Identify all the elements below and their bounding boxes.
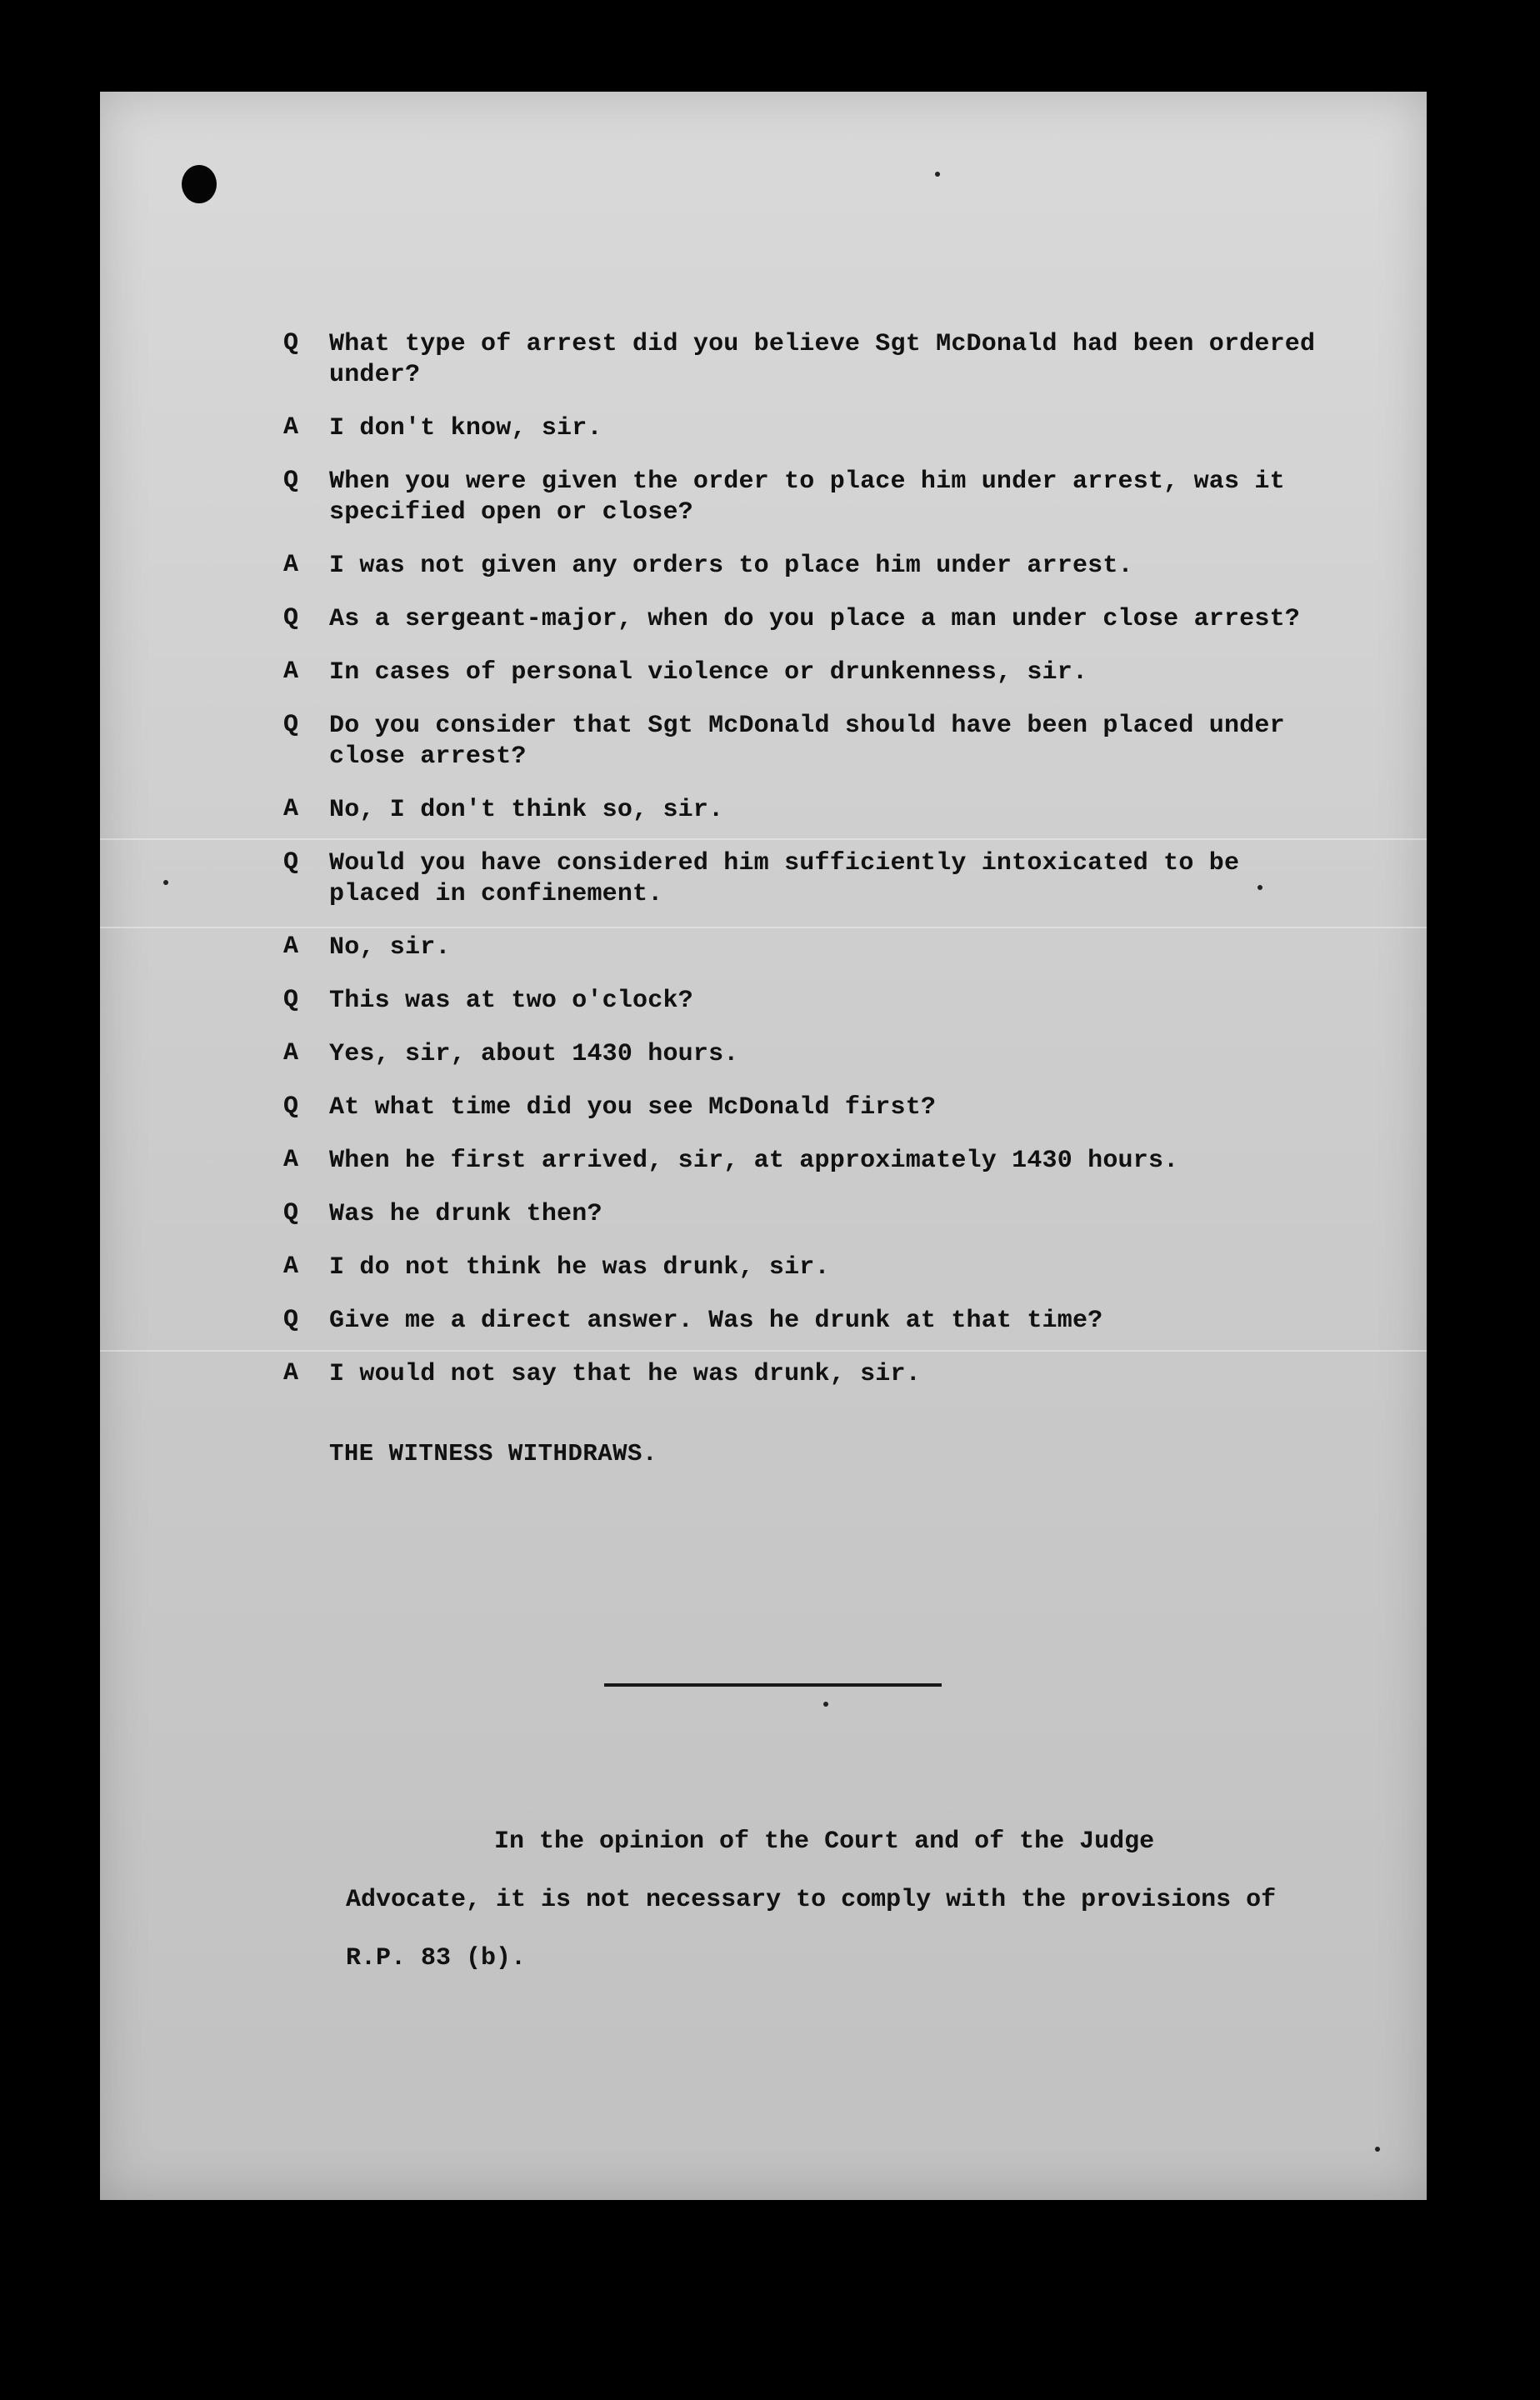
qa-entry (283, 1039, 1325, 1070)
entry-text: Was he drunk then? (329, 1200, 602, 1228)
entry-text: No, I don't think so, sir. (329, 796, 724, 824)
entry-text: What type of arrest did you believe Sgt McDonald had been ordered under? (329, 330, 1331, 389)
witness-withdraws-heading: THE WITNESS WITHDRAWS. (329, 1440, 658, 1468)
entry-label: Q (283, 329, 299, 358)
entry-label: Q (283, 848, 299, 877)
entry-text: I was not given any orders to place him under arrest. (329, 552, 1133, 580)
entry-label: A (283, 795, 299, 823)
entry-label: A (283, 1039, 299, 1068)
entry-label: A (283, 1252, 299, 1281)
qa-entry (283, 795, 1325, 826)
qa-entry (283, 467, 1325, 528)
ink-speck (935, 172, 940, 177)
entry-label: A (283, 551, 299, 579)
entry-label: A (283, 658, 299, 686)
qa-entry (283, 848, 1325, 910)
entry-text: As a sergeant-major, when do you place a man under close arrest? (329, 605, 1300, 633)
entry-text: I don't know, sir. (329, 414, 602, 442)
qa-entry (283, 1092, 1325, 1123)
qa-entry (283, 1199, 1325, 1230)
section-divider (604, 1683, 942, 1687)
entry-label: A (283, 1146, 299, 1174)
entry-text: This was at two o'clock? (329, 987, 693, 1015)
entry-label: Q (283, 711, 299, 739)
entry-label: Q (283, 467, 299, 495)
entry-label: Q (283, 1092, 299, 1121)
court-opinion-paragraph: In the opinion of the Court and of the Judge Advocate, it is not necessary to comply with the provisions of R.P. 83 (b). (346, 1828, 1277, 1972)
qa-entry (283, 1252, 1325, 1283)
entry-label: Q (283, 604, 299, 632)
qa-entry (283, 551, 1325, 582)
transcript (283, 329, 1331, 1468)
entry-text: When he first arrived, sir, at approximately 1430 hours. (329, 1147, 1179, 1175)
qa-entry (283, 1306, 1325, 1337)
qa-entry (283, 604, 1325, 635)
entry-label: A (283, 413, 299, 442)
entry-label: Q (283, 1306, 299, 1334)
ink-speck (823, 1702, 828, 1707)
punch-hole (182, 165, 217, 203)
entry-text: In cases of personal violence or drunkenness, sir. (329, 658, 1088, 687)
entry-text: No, sir. (329, 933, 451, 962)
entry-text: I do not think he was drunk, sir. (329, 1253, 830, 1282)
entry-label: Q (283, 1199, 299, 1228)
qa-entry (283, 932, 1325, 963)
qa-entry (283, 986, 1325, 1017)
entry-text: Yes, sir, about 1430 hours. (329, 1040, 739, 1068)
qa-entry (283, 413, 1325, 444)
entry-label: A (283, 1359, 299, 1388)
entry-text: When you were given the order to place him under arrest, was it specified open or close? (329, 468, 1300, 527)
qa-entry (283, 658, 1325, 688)
entry-text: I would not say that he was drunk, sir. (329, 1360, 921, 1388)
entry-text: Give me a direct answer. Was he drunk at that time? (329, 1307, 1103, 1335)
entry-text: Do you consider that Sgt McDonald should have been placed under close arrest? (329, 712, 1300, 771)
qa-entry (283, 711, 1325, 772)
ink-speck (163, 880, 168, 885)
entry-label: Q (283, 986, 299, 1014)
entry-text: Would you have considered him sufficiently intoxicated to be placed in confinement. (329, 849, 1255, 908)
ink-speck (1375, 2147, 1380, 2152)
qa-entry (283, 1359, 1325, 1390)
entry-label: A (283, 932, 299, 961)
qa-entry (283, 1146, 1325, 1177)
qa-entry (283, 329, 1331, 391)
entry-text: At what time did you see McDonald first? (329, 1093, 937, 1122)
